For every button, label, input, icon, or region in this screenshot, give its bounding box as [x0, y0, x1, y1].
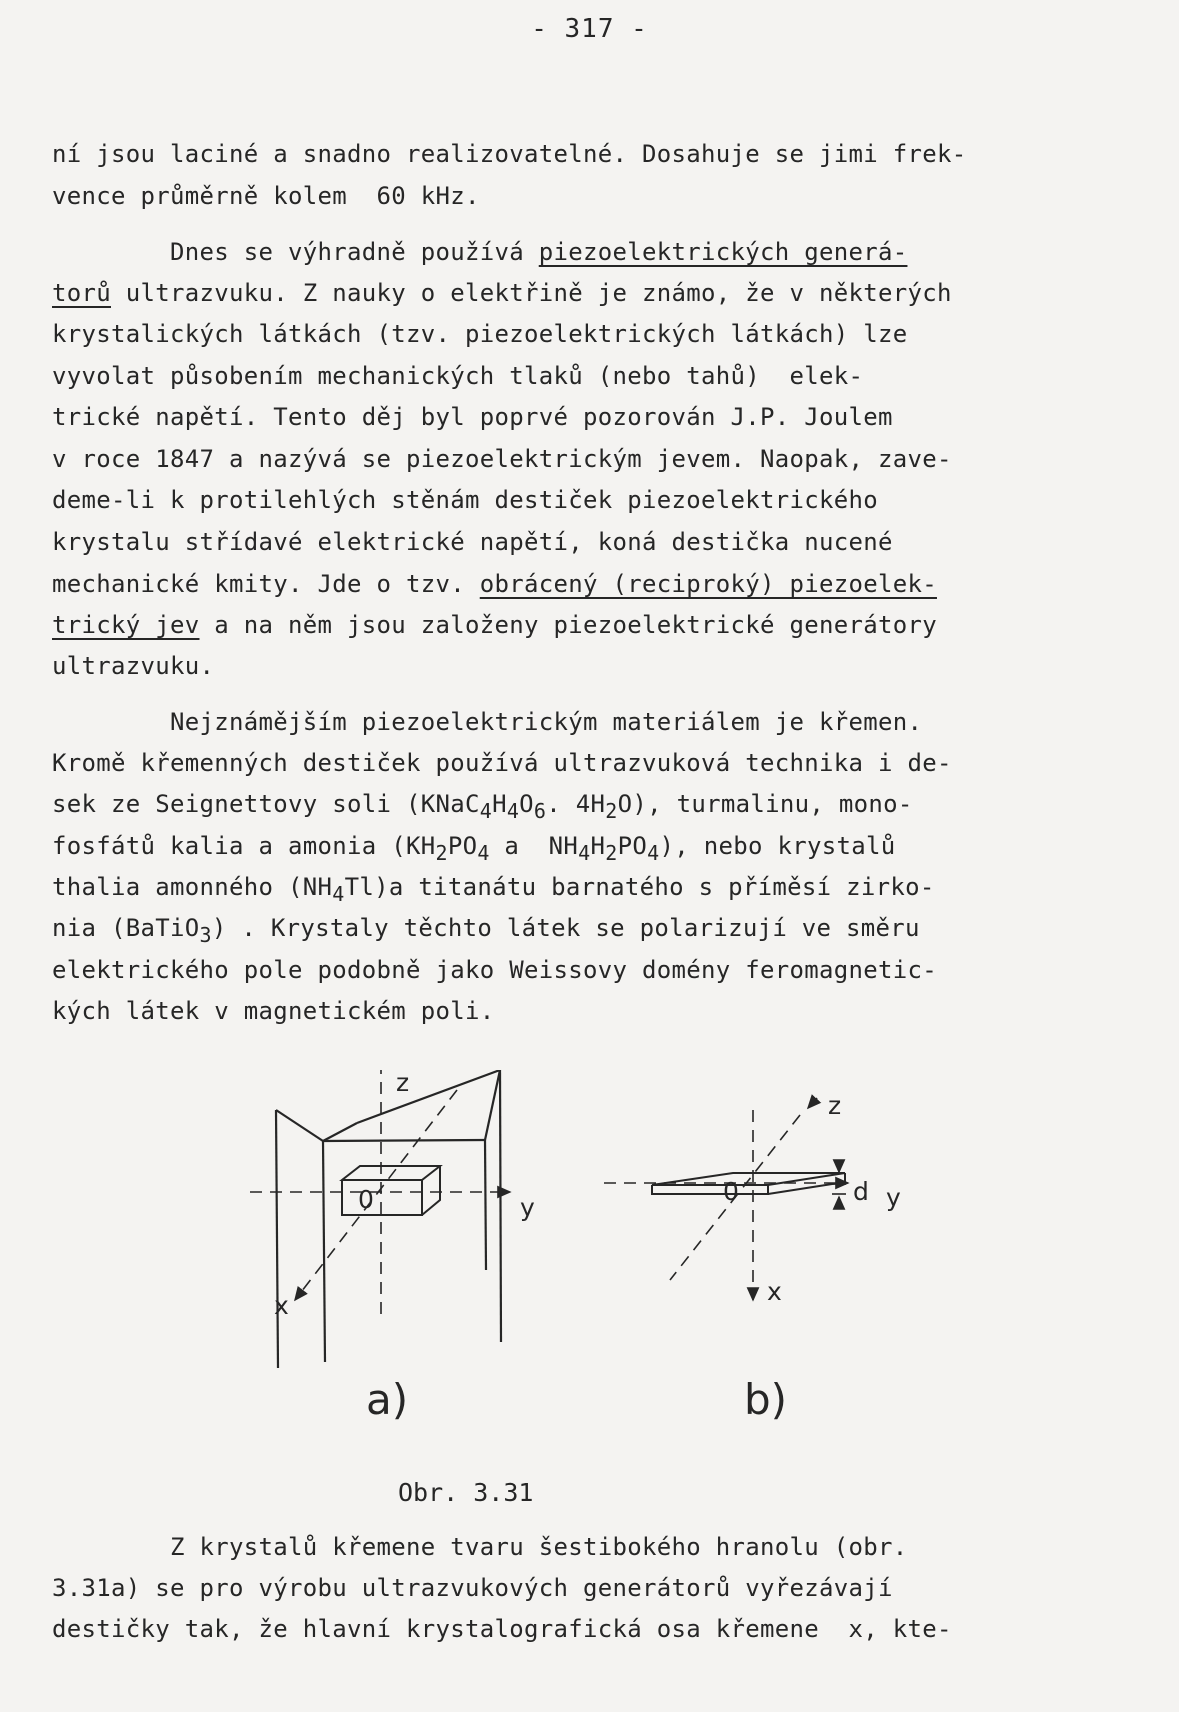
origin-label: 0: [358, 1185, 374, 1214]
subscript: 4: [578, 840, 591, 865]
underlined-term: torů: [52, 279, 111, 307]
text-line: [52, 238, 907, 266]
text-span: PO: [617, 832, 648, 860]
text-span: H: [590, 832, 606, 860]
axis-label-z: z: [828, 1091, 842, 1120]
text-span: O), turmalinu, mono-: [617, 790, 913, 818]
text-line: Nejznámějším piezoelektrickým materiálem je křemen.: [52, 708, 923, 736]
subscript: 2: [435, 840, 448, 865]
axis-label-z: z: [396, 1070, 410, 1097]
subscript: 4: [479, 798, 493, 823]
text-span: . 4H: [546, 790, 606, 818]
diagram-a-plate: [342, 1166, 440, 1215]
subscript: 6: [533, 798, 547, 823]
figure-3-31: [220, 1070, 980, 1430]
thickness-indicator: [832, 1165, 846, 1206]
text-line: [52, 790, 913, 823]
thickness-label: d: [853, 1177, 869, 1206]
text-line: vyvolat působením mechanických tlaků (nebo tahů) elek-: [52, 362, 864, 390]
text-line: [52, 611, 937, 639]
underlined-term: obrácený (reciproký) piezoelek-: [479, 570, 937, 598]
axis-label-y: y: [886, 1183, 901, 1212]
subscript: 2: [605, 798, 618, 823]
text-line: Z krystalů křemene tvaru šestibokého hranolu (obr.: [52, 1533, 908, 1561]
origin-label: 0: [723, 1177, 739, 1206]
text-line: vence průměrně kolem 60 kHz.: [52, 182, 480, 210]
text-span: ultrazvuku. Z nauky o elektřině je známo, že v některých: [111, 279, 952, 307]
text-span: mechanické kmity. Jde o tzv.: [52, 570, 480, 598]
text-line: [52, 279, 952, 307]
figure-caption: Obr. 3.31: [398, 1478, 534, 1507]
text-span: Tl)a titanátu barnatého s příměsí zirko-: [344, 873, 935, 901]
text-span: fosfátů kalia a amonia (KH: [52, 832, 436, 860]
text-span: O: [519, 790, 534, 818]
text-line: kých látek v magnetickém poli.: [52, 997, 495, 1025]
text-line: deme-li k protilehlých stěnám destiček piezoelektrického: [52, 486, 878, 514]
text-line: [52, 570, 937, 598]
underlined-term: trický jev: [52, 611, 200, 639]
text-span: a na něm jsou založeny piezoelektrické generátory: [199, 611, 937, 639]
text-span: a NH: [489, 832, 579, 860]
text-line: elektrického pole podobně jako Weissovy domény feromagnetic-: [52, 956, 937, 984]
text-line: ní jsou laciné a snadno realizovatelné. Dosahuje se jimi frek-: [52, 140, 967, 168]
subscript: 2: [605, 840, 618, 865]
text-line: ultrazvuku.: [52, 652, 215, 680]
text-span: PO: [447, 832, 478, 860]
text-line: [52, 914, 920, 947]
axis-label-x: x: [767, 1277, 782, 1306]
text-span: sek ze Seignettovy soli (KNaC: [52, 790, 480, 818]
diagram-a-hexagonal-prism: [276, 1070, 501, 1368]
text-line: 3.31a) se pro výrobu ultrazvukových generátorů vyřezávají: [52, 1574, 893, 1602]
subfigure-label: b): [744, 1375, 788, 1424]
text-span: ), nebo krystalů: [659, 832, 896, 860]
page-number: - 317 -: [531, 14, 648, 44]
underlined-term: piezoelektrických generá-: [538, 238, 908, 266]
text-line: [52, 873, 935, 906]
subscript: 3: [199, 922, 212, 947]
figure-drawing: [220, 1070, 980, 1430]
text-line: v roce 1847 a nazývá se piezoelektrickým jevem. Naopak, zave-: [52, 445, 952, 473]
text-line: trické napětí. Tento děj byl poprvé pozorován J.P. Joulem: [52, 403, 893, 431]
text-line: destičky tak, že hlavní krystalografická osa křemene x, kte-: [52, 1615, 952, 1643]
text-span: Dnes se výhradně používá: [52, 238, 539, 266]
text-span: H: [492, 790, 507, 818]
axis-label-x: x: [274, 1291, 289, 1320]
text-line: Kromě křemenných destiček používá ultrazvuková technika i de-: [52, 749, 952, 777]
subfigure-label: a): [366, 1375, 409, 1424]
subscript: 4: [477, 840, 490, 865]
subscript: 4: [647, 840, 660, 865]
text-span: ) . Krystaly těchto látek se polarizují ve směru: [211, 914, 920, 942]
text-line: [52, 832, 895, 865]
subscript: 4: [332, 881, 345, 906]
text-line: krystalických látkách (tzv. piezoelektrických látkách) lze: [52, 320, 908, 348]
diagram-a-axes: [250, 1070, 510, 1320]
text-span: nia (BaTiO: [52, 914, 200, 942]
text-span: thalia amonného (NH: [52, 873, 333, 901]
axis-label-y: y: [520, 1193, 535, 1222]
subscript: 4: [506, 798, 520, 823]
text-line: krystalu střídavé elektrické napětí, koná destička nucené: [52, 528, 893, 556]
